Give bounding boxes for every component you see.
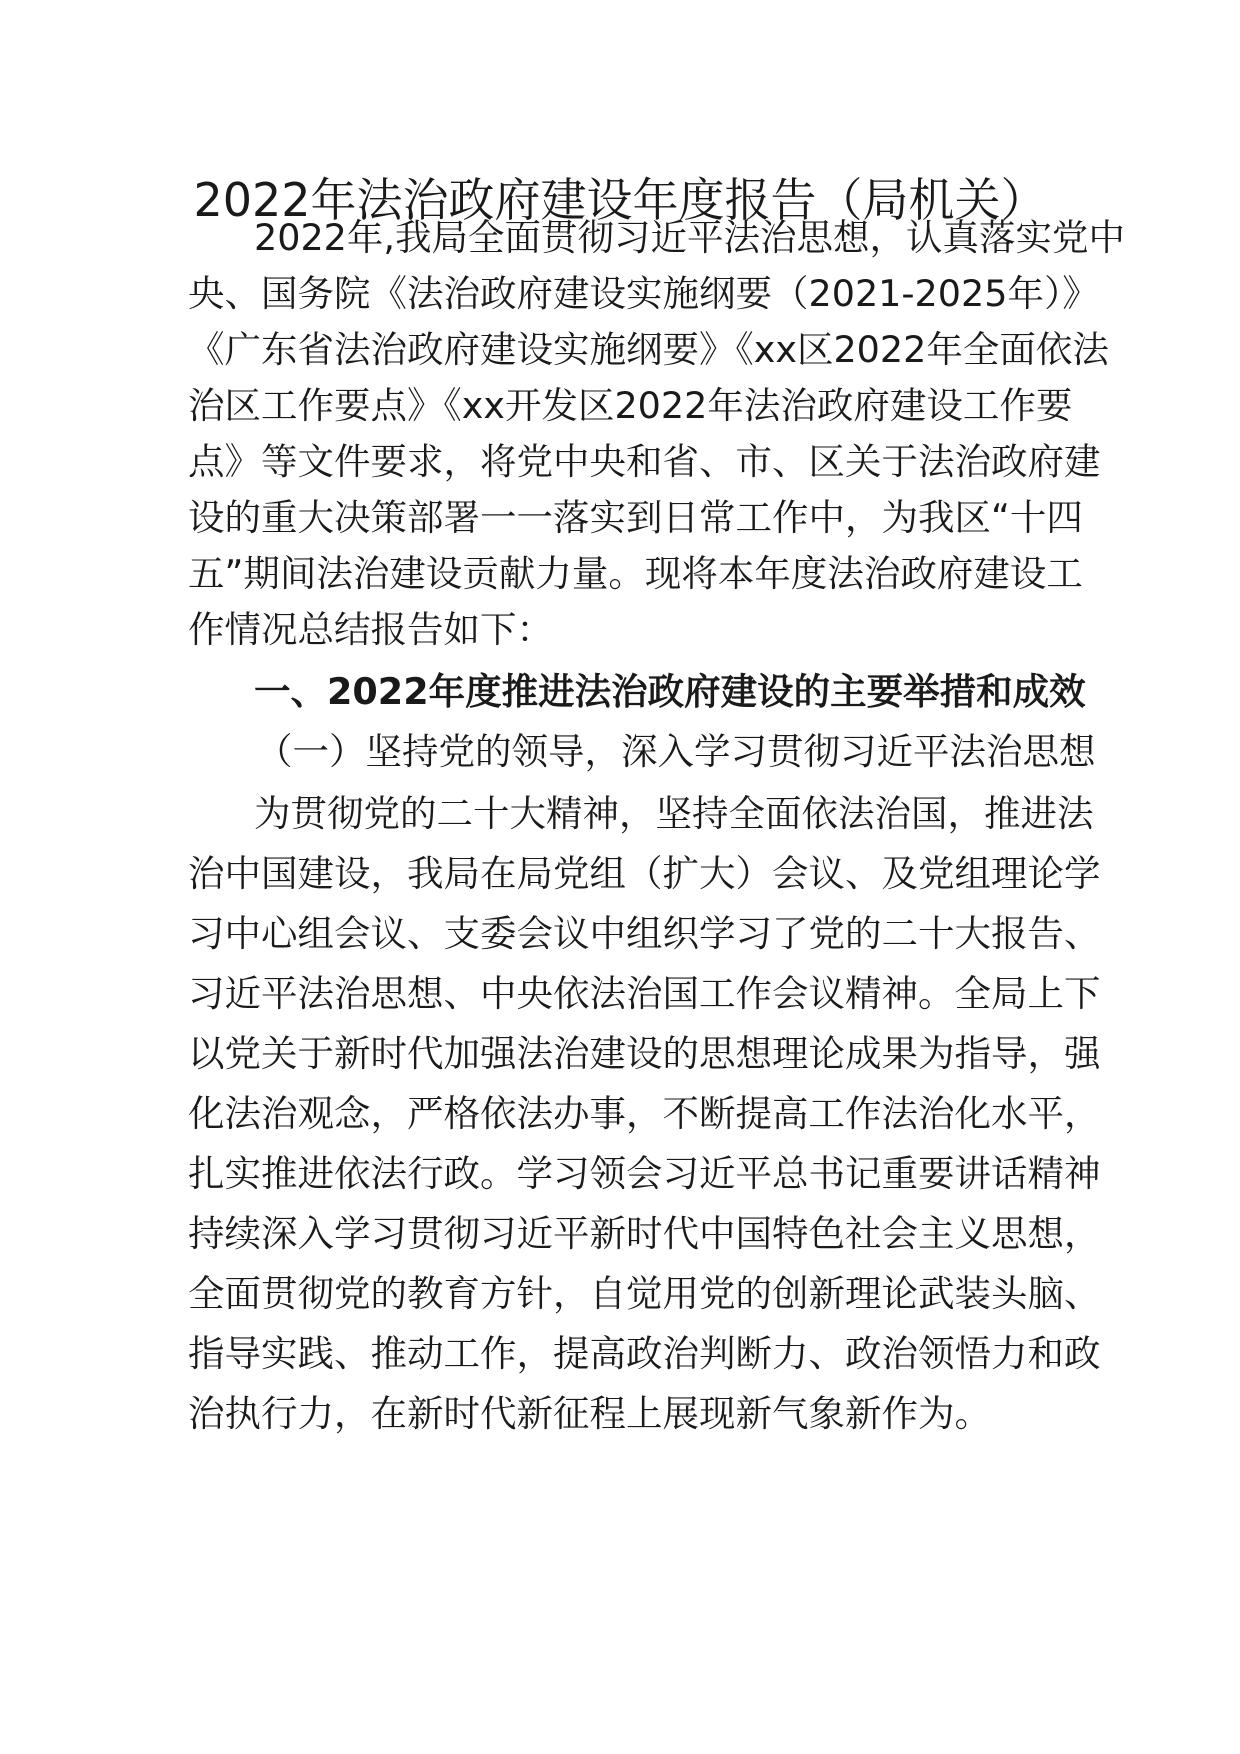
body-line-11: 治执行力，在新时代新征程上展现新气象新作为。: [188, 1392, 991, 1435]
intro-line-8: 作情况总结报告如下：: [188, 608, 553, 651]
intro-line-4: 治区工作要点》《xx开发区2022年法治政府建设工作要: [188, 384, 1073, 427]
intro-line-3: 《广东省法治政府建设实施纲要》《xx区2022年全面依法: [188, 328, 1109, 371]
intro-line-5: 点》等文件要求，将党中央和省、市、区关于法治政府建: [188, 440, 1101, 483]
body-line-3: 习中心组会议、支委会议中组织学习了党的二十大报告、: [188, 912, 1101, 955]
body-line-9: 全面贯彻党的教育方针，自觉用党的创新理论武装头脑、: [188, 1272, 1101, 1315]
subsection-heading-1: （一）坚持党的领导，深入学习贯彻习近平法治思想: [256, 730, 1096, 773]
body-line-8: 持续深入学习贯彻习近平新时代中国特色社会主义思想，: [188, 1212, 1101, 1255]
body-line-10: 指导实践、推动工作，提高政治判断力、政治领悟力和政: [188, 1332, 1101, 1375]
intro-line-2: 央、国务院《法治政府建设实施纲要（2021-2025年）》: [188, 272, 1099, 315]
body-line-6: 化法治观念，严格依法办事，不断提高工作法治化水平，: [188, 1092, 1101, 1135]
body-line-1: 为贯彻党的二十大精神，坚持全面依法治国，推进法: [254, 792, 1094, 835]
body-line-7: 扎实推进依法行政。学习领会习近平总书记重要讲话精神: [188, 1152, 1101, 1195]
page-title: 2022年法治政府建设年度报告（局机关）: [193, 173, 1047, 227]
body-line-5: 以党关于新时代加强法治建设的思想理论成果为指导，强: [188, 1032, 1101, 1075]
section-heading-1: 一、2022年度推进法治政府建设的主要举措和成效: [254, 670, 1086, 713]
intro-line-7: 五”期间法治建设贡献力量。现将本年度法治政府建设工: [188, 552, 1083, 595]
body-line-4: 习近平法治思想、中央依法治国工作会议精神。全局上下: [188, 972, 1101, 1015]
body-line-2: 治中国建设，我局在局党组（扩大）会议、及党组理论学: [188, 852, 1101, 895]
intro-line-6: 设的重大决策部署一一落实到日常工作中，为我区“十四: [188, 496, 1083, 539]
intro-line-1: 2022年,我局全面贯彻习近平法治思想，认真落实党中: [254, 216, 1125, 259]
